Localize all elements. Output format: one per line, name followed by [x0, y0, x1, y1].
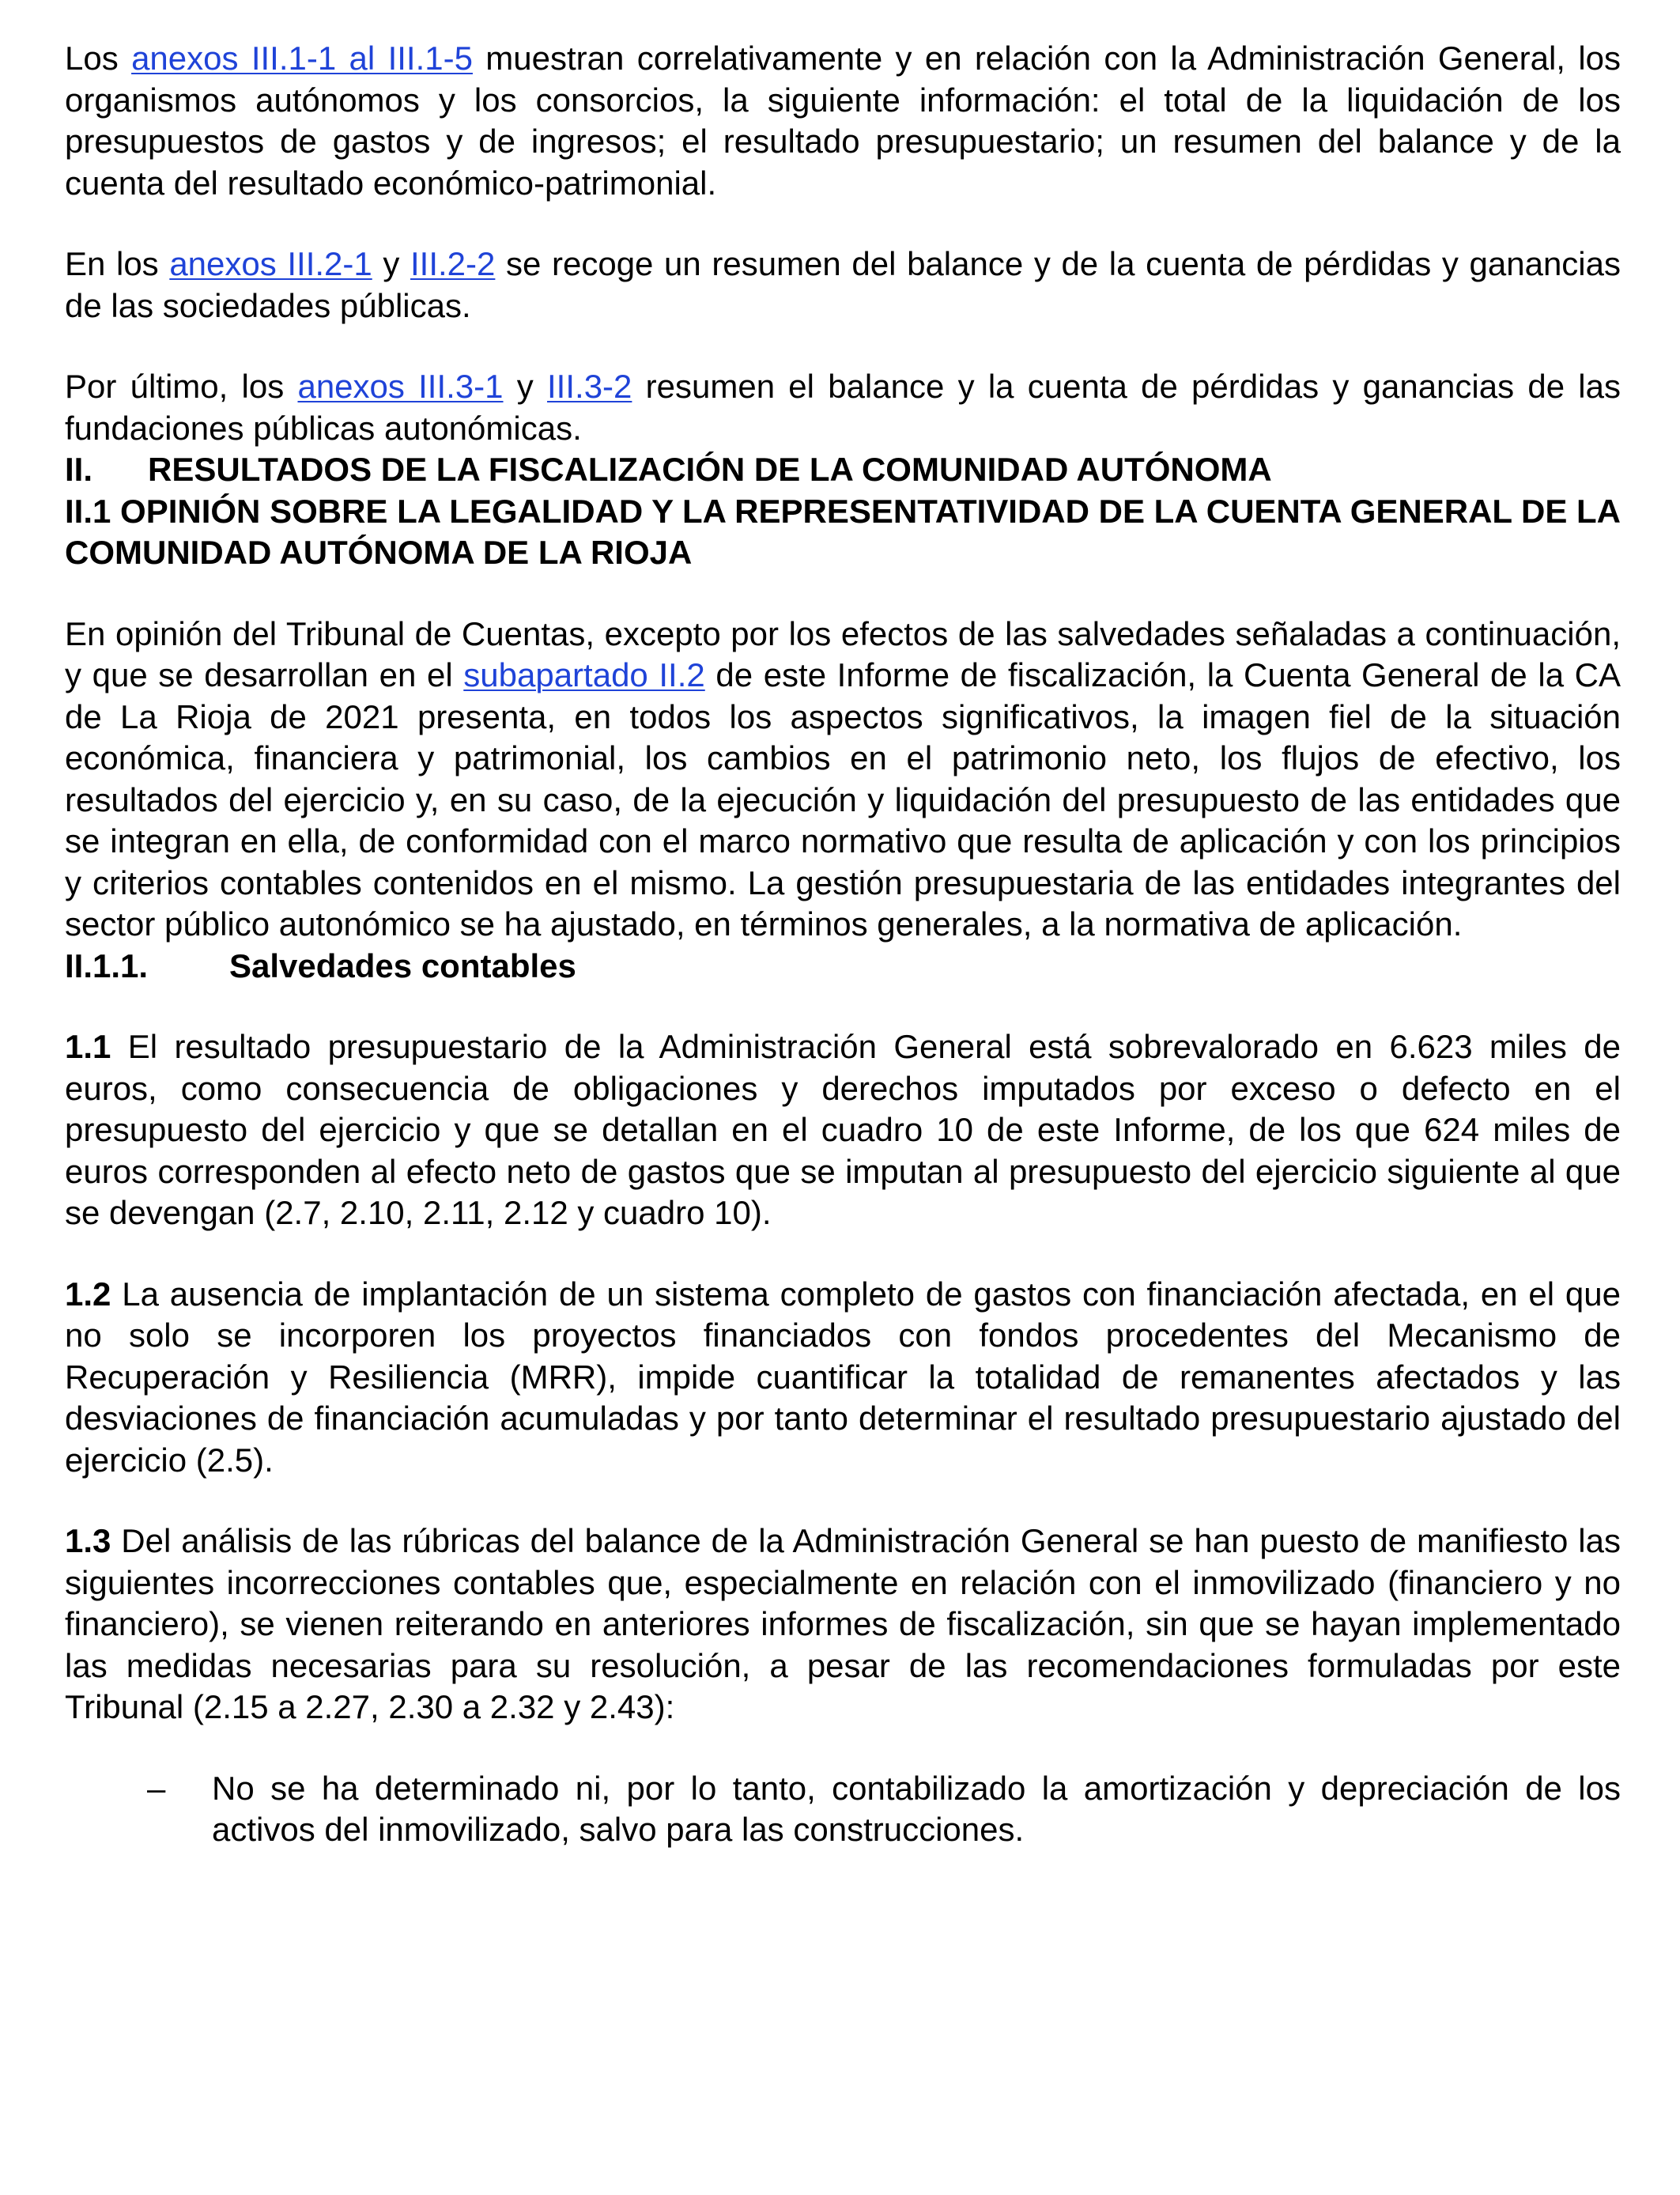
qualification-1-2: 1.2 La ausencia de implantación de un sistema completo de gastos con financiación afectada, en el que no solo se incorporen los proyectos financiados con fondos procedentes del Mecanismo de Recuperación y Resiliencia (MRR), impide cuantificar la totalidad de remanentes afectados y las desviaciones de financiación acumuladas y por tanto determinar el resultado presupuestario ajustado del ejercicio (2.5).: [65, 1275, 1621, 1479]
item-number: 1.1: [65, 1028, 111, 1065]
subsection-number: II.1.1.: [65, 946, 149, 984]
link-annex-iii-2-1[interactable]: anexos III.2-1: [169, 245, 372, 282]
paragraph-annexes-companies: En los anexos III.2-1 y III.2-2 se recoge un resumen del balance y de la cuenta de pérdidas y ganancias de las sociedades públicas.: [65, 245, 1621, 324]
bullet-text: No se ha determinado ni, por lo tanto, contabilizado la amortización y depreciación de los activos del inmovilizado, salvo para las construcciones.: [212, 1769, 1621, 1848]
item-number: 1.3: [65, 1522, 111, 1559]
link-annex-iii-3-2[interactable]: III.3-2: [547, 368, 632, 405]
section-title: RESULTADOS DE LA FISCALIZACIÓN DE LA COMUNIDAD AUTÓNOMA: [148, 451, 1272, 488]
subsection-title: Salvedades contables: [229, 946, 576, 984]
qualification-1-1: 1.1 El resultado presupuestario de la Administración General está sobrevalorado en 6.623 miles de euros, como consecuencia de obligaciones y derechos imputados por exceso o defecto en el presupuesto del ejercicio y que se detallan en el cuadro 10 de este Informe, de los que 624 miles de euros corresponden al efecto neto de gastos que se imputan al presupuesto del ejercicio siguiente al que se devengan (2.7, 2.10, 2.11, 2.12 y cuadro 10).: [65, 1028, 1621, 1231]
section-heading-ii: [65, 449, 1621, 491]
list-item: [65, 1768, 1621, 1851]
subsection-heading-ii-1: II.1 OPINIÓN SOBRE LA LEGALIDAD Y LA REPRESENTATIVIDAD DE LA CUENTA GENERAL DE LA COMUNIDAD AUTÓNOMA DE LA RIOJA: [65, 492, 1621, 571]
dash-bullet-icon: –: [147, 1769, 166, 1807]
paragraph-opinion: En opinión del Tribunal de Cuentas, excepto por los efectos de las salvedades señaladas a continuación, y que se desarrollan en el subapartado II.2 de este Informe de fiscalización, la Cuenta General de la CA de La Rioja de 2021 presenta, en todos los aspectos significativos, la imagen fiel de la situación económica, financiera y patrimonial, los cambios en el patrimonio neto, los flujos de efectivo, los resultados del ejercicio y, en su caso, de la ejecución y liquidación del presupuesto de las entidades que se integran en ella, de conformidad con el marco normativo que resulta de aplicación y con los principios y criterios contables contenidos en el mismo. La gestión presupuestaria de las entidades integrantes del sector público autonómico se ha ajustado, en términos generales, a la normativa de aplicación.: [65, 614, 1621, 943]
document-page: [65, 38, 1621, 1851]
link-annex-iii-2-2[interactable]: III.2-2: [410, 245, 496, 282]
link-annexes-iii-1[interactable]: anexos III.1-1 al III.1-5: [131, 40, 473, 77]
link-subapartado-ii-2[interactable]: subapartado II.2: [463, 656, 705, 693]
paragraph-annexes-foundations: Por último, los anexos III.3-1 y III.3-2 resumen el balance y la cuenta de pérdidas y ganancias de las fundaciones públicas autonómicas.: [65, 368, 1621, 447]
link-annex-iii-3-1[interactable]: anexos III.3-1: [297, 368, 504, 405]
section-number: II.: [65, 451, 93, 488]
item-number: 1.2: [65, 1275, 111, 1313]
paragraph-annexes-intro: Los anexos III.1-1 al III.1-5 muestran correlativamente y en relación con la Administración General, los organismos autónomos y los consorcios, la siguiente información: el total de la liquidación de los presupuestos de gastos y de ingresos; el resultado presupuestario; un resumen del balance y de la cuenta del resultado económico-patrimonial.: [65, 40, 1621, 202]
qualification-1-3: 1.3 Del análisis de las rúbricas del balance de la Administración General se han puesto de manifiesto las siguientes incorrecciones contables que, especialmente en relación con el inmovilizado (financiero y no financiero), se vienen reiterando en anteriores informes de fiscalización, sin que se hayan implementado las medidas necesarias para su resolución, a pesar de las recomendaciones formuladas por este Tribunal (2.15 a 2.27, 2.30 a 2.32 y 2.43):: [65, 1522, 1621, 1725]
subsection-heading-ii-1-1: [65, 946, 1621, 988]
